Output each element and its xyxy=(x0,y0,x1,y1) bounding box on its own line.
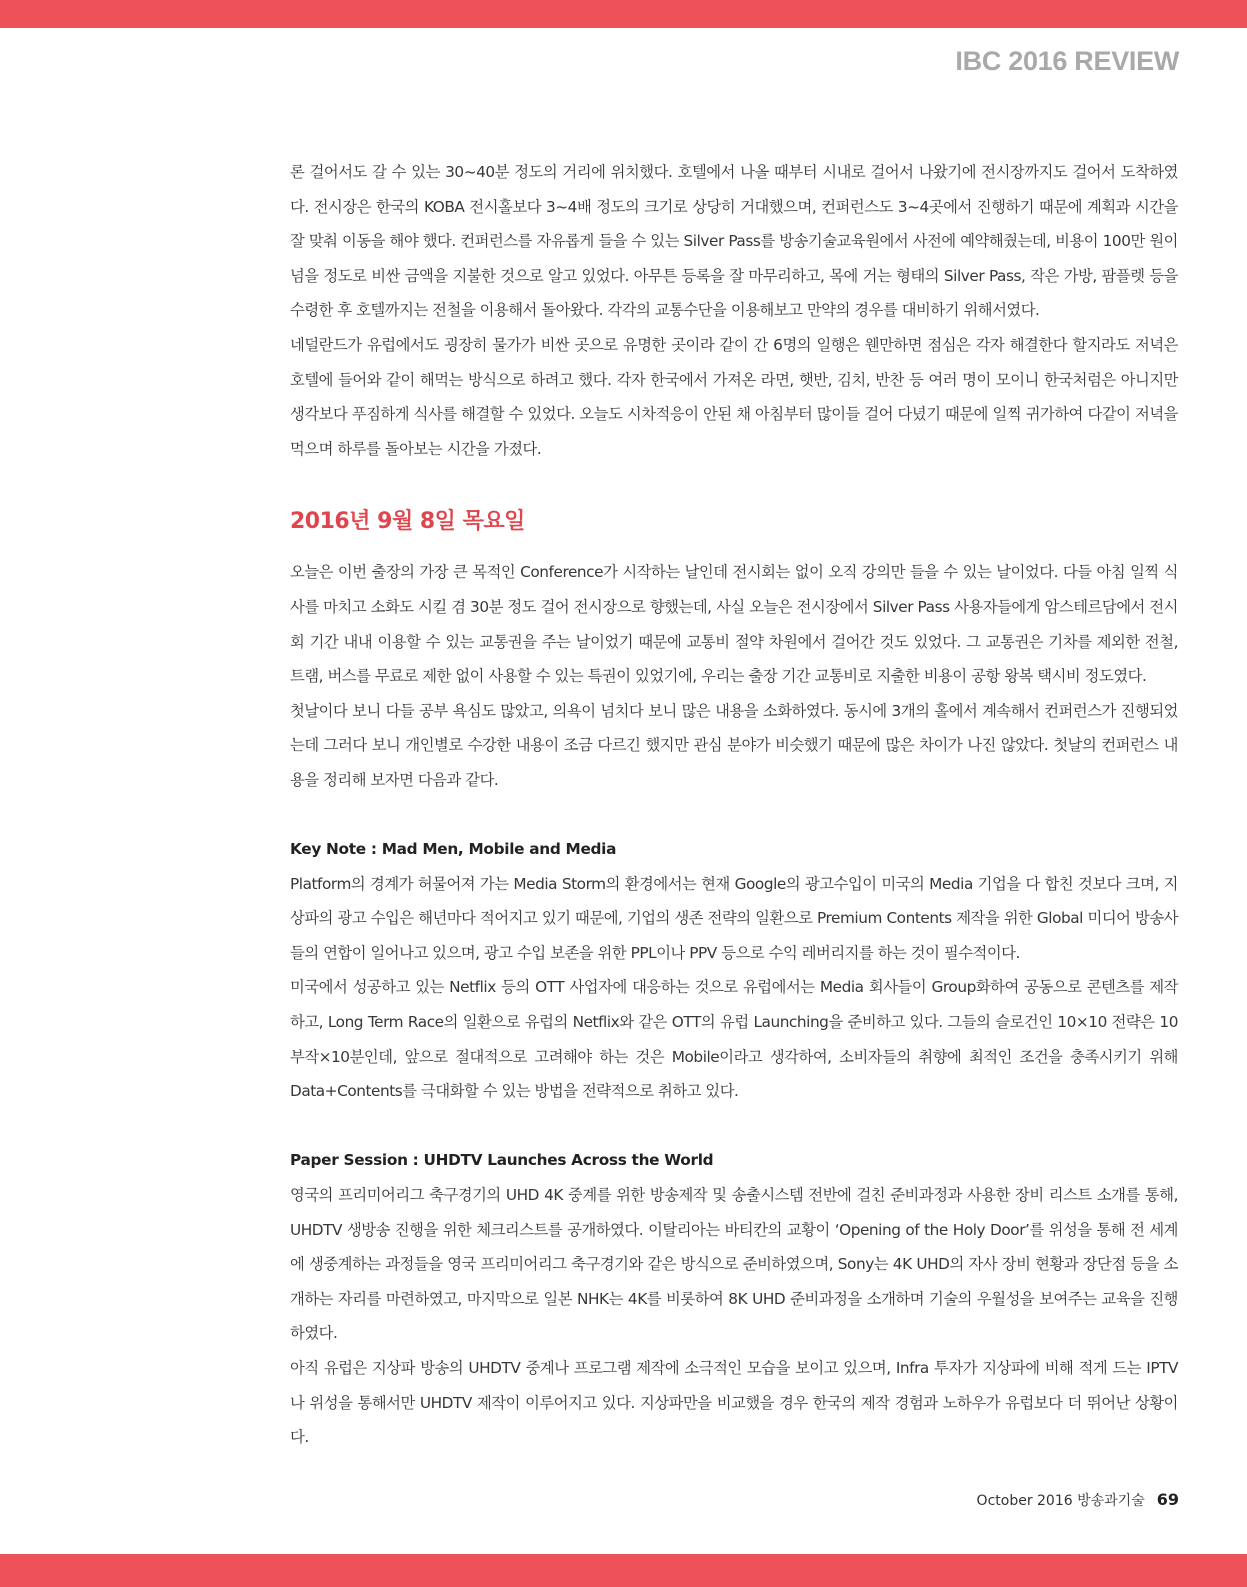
body-paragraph: 미국에서 성공하고 있는 Netflix 등의 OTT 사업자에 대응하는 것으로 유럽에서는 Media 회사들이 Group화하여 공동으로 콘텐츠를 제작하고, Long Term Race의 일환으로 유럽의 Netflix와 같은 OTT의 유럽 Launching을 준비하고 있다. 그들의 슬로건인 10×10 전략은 10부작×10분인데, 앞으로 절대적으로 고려해야 하는 것은 Mobile이라고 생각하여, 소비자들의 취향에 최적인 조건을 충족시키기 위해 Data+Contents를 극대화할 수 있는 방법을 전략적으로 취하고 있다. xyxy=(290,978,1178,1101)
date-heading: 2016년 9월 8일 목요일 xyxy=(290,509,525,535)
paper-session-heading: Paper Session : UHDTV Launches Across the World xyxy=(290,1151,714,1170)
page-footer xyxy=(977,1490,1179,1510)
footer-issue: October 2016 방송과기술 xyxy=(976,1493,1145,1509)
body-paragraph: 론 걸어서도 갈 수 있는 30~40분 정도의 거리에 위치했다. 호텔에서 나올 때부터 시내로 걸어서 나왔기에 전시장까지도 걸어서 도착하였다. 전시장은 한국의 KOBA 전시홀보다 3~4배 정도의 크기로 상당히 거대했으며, 컨퍼런스도 3~4곳에서 진행하기 때문에 계획과 시간을 잘 맞춰 이동을 해야 했다. 컨퍼런스를 자유롭게 들을 수 있는 Silver Pass를 방송기술교육원에서 사전에 예약해줬는데, 비용이 100만 원이 넘을 정도로 비싼 금액을 지불한 것으로 알고 있었다. 아무튼 등록을 잘 마무리하고, 목에 거는 형태의 Silver Pass, 작은 가방, 팜플렛 등을 수령한 후 호텔까지는 전철을 이용해서 돌아왔다. 각각의 교통수단을 이용해보고 만약의 경우를 대비하기 위해서였다. xyxy=(290,163,1178,320)
body-paragraph: 오늘은 이번 출장의 가장 큰 목적인 Conference가 시작하는 날인데 전시회는 없이 오직 강의만 들을 수 있는 날이었다. 다들 아침 일찍 식사를 마치고 소화도 시킬 겸 30분 정도 걸어 전시장으로 향했는데, 사실 오늘은 전시장에서 Silver Pass 사용자들에게 암스테르담에서 전시회 기간 내내 이용할 수 있는 교통권을 주는 날이었기 때문에 교통비 절약 차원에서 걸어간 것도 있었다. 그 교통권은 기차를 제외한 전철, 트램, 버스를 무료로 제한 없이 사용할 수 있는 특권이 있었기에, 우리는 출장 기간 교통비로 지출한 비용이 공항 왕복 택시비 정도였다. xyxy=(290,563,1178,686)
body-paragraph: 첫날이다 보니 다들 공부 욕심도 많았고, 의욕이 넘치다 보니 많은 내용을 소화하였다. 동시에 3개의 홀에서 계속해서 컨퍼런스가 진행되었는데 그러다 보니 개인별로 수강한 내용이 조금 다르긴 했지만 관심 분야가 비슷했기 때문에 많은 차이가 나진 않았다. 첫날의 컨퍼런스 내용을 정리해 보자면 다음과 같다. xyxy=(290,701,1178,789)
bottom-accent-bar xyxy=(0,1554,1247,1587)
body-paragraph: 영국의 프리미어리그 축구경기의 UHD 4K 중계를 위한 방송제작 및 송출시스템 전반에 걸친 준비과정과 사용한 장비 리스트 소개를 통해, UHDTV 생방송 진행을 위한 체크리스트를 공개하였다. 이탈리아는 바티칸의 교황이 ‘Opening of the Holy Door’를 위성을 통해 전 세계에 생중계하는 과정들을 영국 프리미어리그 축구경기와 같은 방식으로 준비하였으며, Sony는 4K UHD의 자사 장비 현황과 장단점 등을 소개하는 자리를 마련하였고, 마지막으로 일본 NHK는 4K를 비롯하여 8K UHD 준비과정을 소개하며 기술의 우월성을 보여주는 교육을 진행하였다. xyxy=(290,1186,1178,1343)
page-header-title: IBC 2016 REVIEW xyxy=(955,46,1179,76)
keynote-heading: Key Note : Mad Men, Mobile and Media xyxy=(290,840,617,859)
body-paragraph: 아직 유럽은 지상파 방송의 UHDTV 중계나 프로그램 제작에 소극적인 모습을 보이고 있으며, Infra 투자가 지상파에 비해 적게 드는 IPTV나 위성을 통해서만 UHDTV 제작이 이루어지고 있다. 지상파만을 비교했을 경우 한국의 제작 경험과 노하우가 유럽보다 더 뛰어난 상황이다. xyxy=(290,1359,1178,1447)
body-paragraph: 네덜란드가 유럽에서도 굉장히 물가가 비싼 곳으로 유명한 곳이라 같이 간 6명의 일행은 웬만하면 점심은 각자 해결한다 할지라도 저녁은 호텔에 들어와 같이 해먹는 방식으로 하려고 했다. 각자 한국에서 가져온 라면, 햇반, 김치, 반찬 등 여러 명이 모이니 한국처럼은 아니지만 생각보다 푸짐하게 식사를 해결할 수 있었다. 오늘도 시차적응이 안된 채 아침부터 많이들 걸어 다녔기 때문에 일찍 귀가하여 다같이 저녁을 먹으며 하루를 돌아보는 시간을 가졌다. xyxy=(290,335,1178,458)
page-number: 69 xyxy=(1156,1490,1179,1509)
article-body xyxy=(290,155,1178,1455)
body-paragraph: Platform의 경계가 허물어져 가는 Media Storm의 환경에서는 현재 Google의 광고수입이 미국의 Media 기업을 다 합친 것보다 크며, 지상파의 광고 수입은 해년마다 적어지고 있기 때문에, 기업의 생존 전략의 일환으로 Premium Contents 제작을 위한 Global 미디어 방송사들의 연합이 일어나고 있으며, 광고 수입 보존을 위한 PPL이나 PPV 등으로 수익 레버리지를 하는 것이 필수적이다. xyxy=(290,874,1178,962)
top-accent-bar xyxy=(0,0,1247,28)
